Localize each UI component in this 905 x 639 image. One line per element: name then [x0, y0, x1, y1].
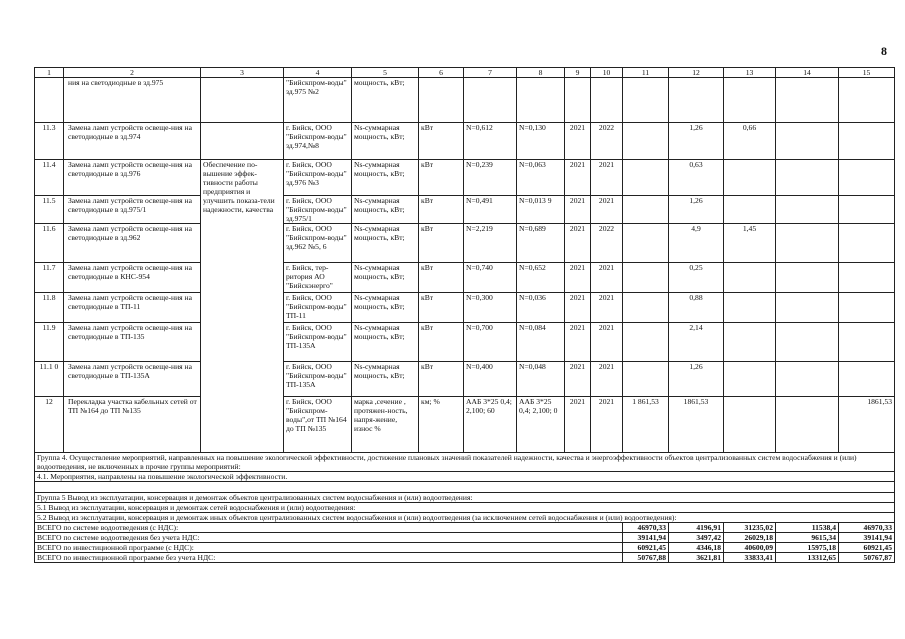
year-start: 2021	[565, 123, 591, 160]
parameter: мощность, кВт;	[352, 78, 419, 123]
table-row	[35, 160, 895, 196]
cost-2021: 1,26	[669, 196, 724, 224]
value-after: N=0,652	[517, 263, 565, 293]
parameter: Ns-суммарная мощность, кВт;	[352, 323, 419, 362]
value-before: N=0,612	[464, 123, 517, 160]
total-row	[35, 523, 895, 533]
cost-remaining	[839, 323, 895, 362]
value-before: N=2,219	[464, 224, 517, 263]
cost-2023	[776, 78, 839, 123]
total-value: 3497,42	[669, 533, 724, 543]
value-after: N=0,013 9	[517, 196, 565, 224]
year-end: 2021	[591, 196, 623, 224]
unit: кВт	[419, 123, 464, 160]
table-row	[35, 78, 895, 123]
page-number: 8	[881, 44, 887, 58]
value-before: N=0,239	[464, 160, 517, 196]
value-after	[517, 78, 565, 123]
table-row	[35, 196, 895, 224]
total-row	[35, 553, 895, 563]
table-row	[35, 224, 895, 263]
cost-2023	[776, 323, 839, 362]
cost-total	[623, 196, 669, 224]
location: г. Бийск, ООО "Бийскпром-воды" ТП-135А	[284, 323, 352, 362]
parameter: Ns-суммарная мощность, кВт;	[352, 196, 419, 224]
value-after: N=0,084	[517, 323, 565, 362]
item-number: 11.4	[35, 160, 64, 196]
table-row	[35, 123, 895, 160]
parameter: Ns-суммарная мощность, кВт;	[352, 293, 419, 323]
value-before: N=0,740	[464, 263, 517, 293]
header-cell: 3	[201, 68, 284, 78]
parameter: Ns-суммарная мощность, кВт;	[352, 224, 419, 263]
year-end: 2022	[591, 224, 623, 263]
value-before: ААБ 3*25 0,4; 2,100; 60	[464, 397, 517, 453]
cost-2022	[724, 263, 776, 293]
unit: кВт	[419, 160, 464, 196]
cost-total	[623, 293, 669, 323]
location: г. Бийск, ООО "Бийскпром-воды" зд.975/1	[284, 196, 352, 224]
cost-2023	[776, 293, 839, 323]
cost-remaining	[839, 293, 895, 323]
cost-total	[623, 263, 669, 293]
total-value: 50767,88	[623, 553, 669, 563]
item-number: 11.8	[35, 293, 64, 323]
cost-2021: 4,9	[669, 224, 724, 263]
unit	[419, 78, 464, 123]
item-number: 12	[35, 397, 64, 453]
cost-total	[623, 78, 669, 123]
measure-name: Замена ламп устройств освеще-ния на светодиодные в зд.974	[64, 123, 201, 160]
cost-remaining	[839, 123, 895, 160]
cost-2022: 0,66	[724, 123, 776, 160]
location: г. Бийск, ООО "Бийскпром-воды",от ТП №164 до ТП №135	[284, 397, 352, 453]
location: г. Бийск, тер-ритория АО "Бийскэнерго"	[284, 263, 352, 293]
cost-2021: 1,26	[669, 123, 724, 160]
year-start: 2021	[565, 323, 591, 362]
total-value: 31235,02	[724, 523, 776, 533]
parameter: марка ,сечение , протяжен-ность, напря-жение, износ %	[352, 397, 419, 453]
cost-2023	[776, 362, 839, 397]
cost-total: 1 861,53	[623, 397, 669, 453]
header-cell: 2	[64, 68, 201, 78]
total-row	[35, 533, 895, 543]
header-cell: 13	[724, 68, 776, 78]
total-value: 13312,65	[776, 553, 839, 563]
value-before: N=0,300	[464, 293, 517, 323]
cost-total	[623, 362, 669, 397]
unit: кВт	[419, 293, 464, 323]
year-start: 2021	[565, 160, 591, 196]
location: г. Бийск, ООО "Бийскпром-воды" зд.974,№8	[284, 123, 352, 160]
section-row	[35, 493, 895, 503]
total-value: 3621,81	[669, 553, 724, 563]
item-number: 11.5	[35, 196, 64, 224]
item-number	[35, 78, 64, 123]
cost-2023	[776, 123, 839, 160]
total-label: ВСЕГО по системе водоотведения (с НДС):	[35, 523, 623, 533]
item-number: 11.1 0	[35, 362, 64, 397]
cost-2022: 1,45	[724, 224, 776, 263]
total-value: 11538,4	[776, 523, 839, 533]
goal-cell-empty	[201, 123, 284, 160]
spacer-cell	[35, 482, 895, 493]
year-end: 2021	[591, 362, 623, 397]
header-row	[35, 68, 895, 78]
spacer-row	[35, 482, 895, 493]
item-number: 11.6	[35, 224, 64, 263]
year-end: 2021	[591, 293, 623, 323]
header-cell: 15	[839, 68, 895, 78]
total-value: 50767,87	[839, 553, 895, 563]
cost-remaining	[839, 224, 895, 263]
header-cell: 7	[464, 68, 517, 78]
cost-2023	[776, 196, 839, 224]
goal-cell-empty	[201, 78, 284, 123]
total-value: 39141,94	[839, 533, 895, 543]
value-after: N=0,063	[517, 160, 565, 196]
total-value: 4346,18	[669, 543, 724, 553]
table-row	[35, 362, 895, 397]
measure-name: Перекладка участка кабельных сетей от ТП №164 до ТП №135	[64, 397, 201, 453]
cost-2022	[724, 397, 776, 453]
total-value: 60921,45	[839, 543, 895, 553]
cost-2022	[724, 323, 776, 362]
value-after: N=0,130	[517, 123, 565, 160]
measure-name: Замена ламп устройств освеще-ния на светодиодные в ТП-135А	[64, 362, 201, 397]
group52-heading: 5.2 Вывод из эксплуатации, консервация и демонтаж иных объектов централизованных систем водоснабжения и (или) водоотведения (за исключением сетей водоснабжения и (или) водоотведения):	[35, 513, 895, 523]
year-end: 2021	[591, 397, 623, 453]
cost-2022	[724, 160, 776, 196]
goal-text: Обеспечение по-вышение эффек-тивности работы предприятия и улучшить показа-тели надежности, качества	[201, 160, 284, 453]
header-cell: 10	[591, 68, 623, 78]
group51-heading: 5.1 Вывод из эксплуатации, консервация и демонтаж сетей водоснабжения и (или) водоотведения:	[35, 503, 895, 513]
value-after: N=0,036	[517, 293, 565, 323]
value-after: ААБ 3*25 0,4; 2,100; 0	[517, 397, 565, 453]
total-value: 46970,33	[623, 523, 669, 533]
cost-2023	[776, 263, 839, 293]
header-cell: 11	[623, 68, 669, 78]
unit: кВт	[419, 196, 464, 224]
cost-2023	[776, 397, 839, 453]
measure-name: Замена ламп устройств освеще-ния на светодиодные в зд.976	[64, 160, 201, 196]
total-label: ВСЕГО по инвестиционной программе (с НДС):	[35, 543, 623, 553]
header-cell: 1	[35, 68, 64, 78]
value-before: N=0,491	[464, 196, 517, 224]
total-value: 9615,34	[776, 533, 839, 543]
group41-heading: 4.1. Мероприятия, направлены на повышение экологической эффективности.	[35, 472, 895, 482]
measure-name: Замена ламп устройств освеще-ния на светодиодные в ТП-135	[64, 323, 201, 362]
cost-2021: 0,25	[669, 263, 724, 293]
total-value: 46970,33	[839, 523, 895, 533]
table-row	[35, 397, 895, 453]
parameter: Ns-суммарная мощность, кВт;	[352, 263, 419, 293]
cost-2023	[776, 160, 839, 196]
header-cell: 8	[517, 68, 565, 78]
cost-2022	[724, 362, 776, 397]
total-value: 4196,91	[669, 523, 724, 533]
cost-2022	[724, 78, 776, 123]
total-label: ВСЕГО по системе водоотведения без учета НДС:	[35, 533, 623, 543]
cost-2022	[724, 196, 776, 224]
cost-total	[623, 123, 669, 160]
total-label: ВСЕГО по инвестиционной программе без учета НДС:	[35, 553, 623, 563]
measure-name: Замена ламп устройств освеще-ния на светодиодные в ТП-11	[64, 293, 201, 323]
year-end: 2021	[591, 263, 623, 293]
table-row	[35, 263, 895, 293]
item-number: 11.3	[35, 123, 64, 160]
cost-total	[623, 160, 669, 196]
value-before	[464, 78, 517, 123]
cost-2021	[669, 78, 724, 123]
year-start: 2021	[565, 362, 591, 397]
location: г. Бийск, ООО "Бийскпром-воды" зд.976 №3	[284, 160, 352, 196]
header-cell: 12	[669, 68, 724, 78]
location: "Бийскпром-воды" зд.975 №2	[284, 78, 352, 123]
cost-remaining	[839, 362, 895, 397]
cost-remaining	[839, 196, 895, 224]
item-number: 11.7	[35, 263, 64, 293]
parameter: Ns-суммарная мощность, кВт;	[352, 160, 419, 196]
section-row	[35, 472, 895, 482]
year-start: 2021	[565, 196, 591, 224]
year-start: 2021	[565, 224, 591, 263]
cost-remaining	[839, 263, 895, 293]
measure-name: Замена ламп устройств освеще-ния на светодиодные в зд.962	[64, 224, 201, 263]
year-end: 2021	[591, 160, 623, 196]
table-row	[35, 293, 895, 323]
total-value: 60921,45	[623, 543, 669, 553]
group4-heading: Группа 4. Осуществление мероприятий, направленных на повышение экологической эффективности, достижение плановых значений показателей надежности, качества и энергоэффективности объектов централизованных систем водоснабжения и (или) водоотведения, не включенных в прочие группы мероприятий:	[35, 453, 895, 472]
year-end: 2022	[591, 123, 623, 160]
header-cell: 4	[284, 68, 352, 78]
measure-name: ния на светодиодные в зд.975	[64, 78, 201, 123]
unit: кВт	[419, 362, 464, 397]
year-start	[565, 78, 591, 123]
total-value: 39141,94	[623, 533, 669, 543]
parameter: Ns-суммарная мощность, кВт;	[352, 362, 419, 397]
item-number: 11.9	[35, 323, 64, 362]
cost-total	[623, 323, 669, 362]
total-value: 40600,09	[724, 543, 776, 553]
unit: кВт	[419, 263, 464, 293]
unit: кВт	[419, 323, 464, 362]
group5-heading: Группа 5 Вывод из эксплуатации, консервация и демонтаж объектов централизованных систем водоснабжения и (или) водоотведения:	[35, 493, 895, 503]
year-start: 2021	[565, 293, 591, 323]
cost-2021: 2,14	[669, 323, 724, 362]
header-cell: 9	[565, 68, 591, 78]
header-cell: 6	[419, 68, 464, 78]
cost-2021: 0,88	[669, 293, 724, 323]
cost-total	[623, 224, 669, 263]
location: г. Бийск, ООО "Бийскпром-воды" ТП-135А	[284, 362, 352, 397]
section-row	[35, 503, 895, 513]
value-before: N=0,400	[464, 362, 517, 397]
year-end: 2021	[591, 323, 623, 362]
cost-remaining	[839, 160, 895, 196]
value-after: N=0,689	[517, 224, 565, 263]
header-cell: 5	[352, 68, 419, 78]
measure-name: Замена ламп устройств освеще-ния на светодиодные в КНС-954	[64, 263, 201, 293]
unit: км; %	[419, 397, 464, 453]
location: г. Бийск, ООО "Бийскпром-воды" зд.962 №5, 6	[284, 224, 352, 263]
header-cell: 14	[776, 68, 839, 78]
cost-remaining	[839, 78, 895, 123]
year-start: 2021	[565, 263, 591, 293]
cost-2021: 1,26	[669, 362, 724, 397]
cost-2023	[776, 224, 839, 263]
year-end	[591, 78, 623, 123]
section-row	[35, 453, 895, 472]
value-before: N=0,700	[464, 323, 517, 362]
measure-name: Замена ламп устройств освеще-ния на светодиодные в зд.975/1	[64, 196, 201, 224]
total-value: 26029,18	[724, 533, 776, 543]
location: г. Бийск, ООО "Бийскпром-воды" ТП-11	[284, 293, 352, 323]
investment-program-table	[34, 67, 895, 563]
parameter: Ns-суммарная мощность, кВт;	[352, 123, 419, 160]
year-start: 2021	[565, 397, 591, 453]
section-row	[35, 513, 895, 523]
total-value: 33833,41	[724, 553, 776, 563]
total-value: 15975,18	[776, 543, 839, 553]
value-after: N=0,048	[517, 362, 565, 397]
cost-2022	[724, 293, 776, 323]
table-row	[35, 323, 895, 362]
cost-2021: 0,63	[669, 160, 724, 196]
total-row	[35, 543, 895, 553]
cost-2021: 1861,53	[669, 397, 724, 453]
cost-remaining: 1861,53	[839, 397, 895, 453]
unit: кВт	[419, 224, 464, 263]
